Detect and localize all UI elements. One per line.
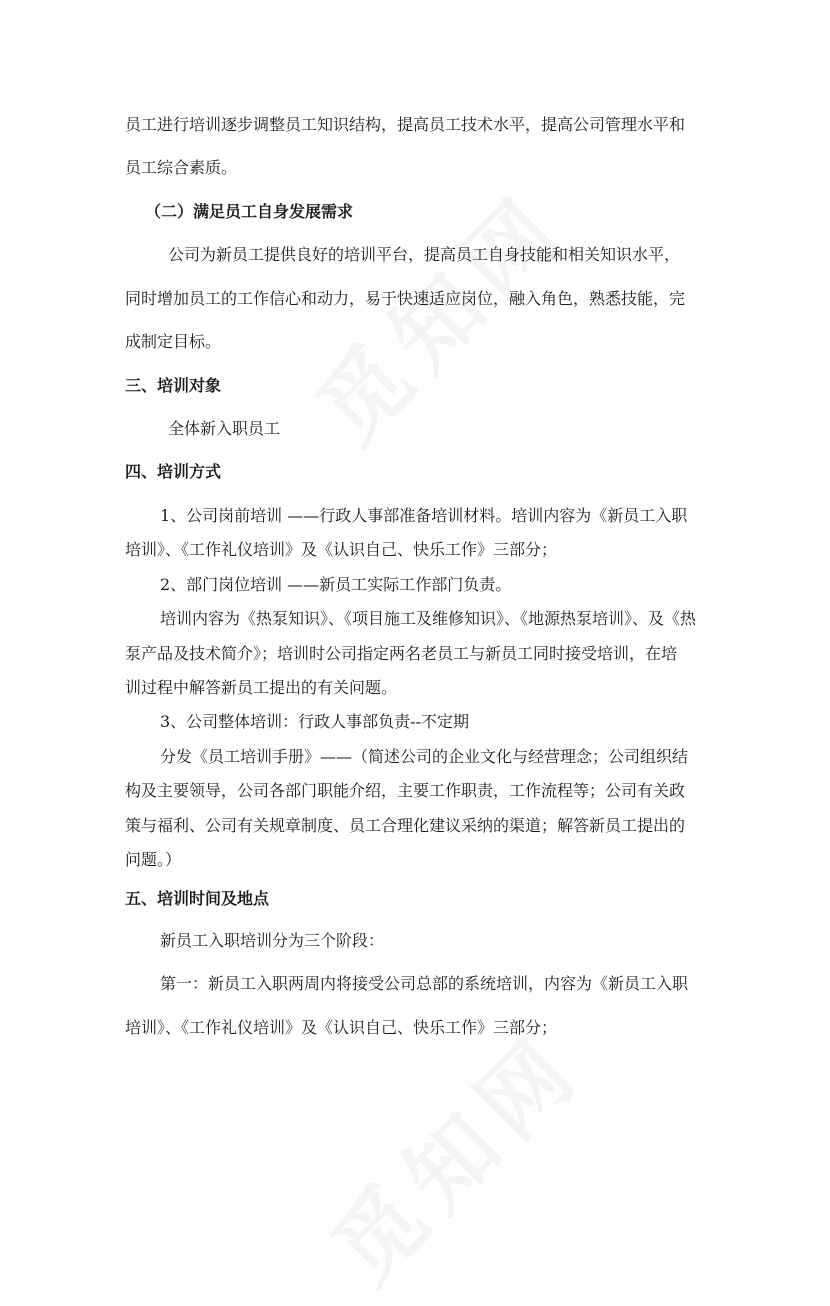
body-text-line: 同时增加员工的工作信心和动力，易于快速适应岗位，融入角色，熟悉技能，完: [125, 289, 686, 308]
body-text-line: 培训》、《工作礼仪培训》及《认识自己、快乐工作》三部分；: [125, 1018, 558, 1037]
body-text-line: 训过程中解答新员工提出的有关问题。: [125, 678, 398, 697]
body-text-line: 3、公司整体培训：行政人事部负责--不定期: [160, 712, 469, 731]
body-text-line: 员工综合素质。: [125, 158, 238, 177]
body-text-line: 培训》、《工作礼仪培训》及《认识自己、快乐工作》三部分；: [125, 540, 558, 559]
section-heading: 四、培训方式: [125, 462, 222, 481]
watermark-bottom: [300, 1000, 605, 1305]
body-text-line: 1、公司岗前培训 ——行政人事部准备培训材料。培训内容为《新员工入职: [160, 506, 688, 525]
body-text-line: 新员工入职培训分为三个阶段：: [160, 931, 385, 950]
body-text-line: 成制定目标。: [125, 332, 222, 351]
body-text-line: 员工进行培训逐步调整员工知识结构，提高员工技术水平，提高公司管理水平和: [125, 115, 686, 134]
subsection-heading: （二）满足员工自身发展需求: [145, 202, 354, 221]
body-text-line: 构及主要领导，公司各部门职能介绍，主要工作职责，工作流程等；公司有关政: [125, 781, 686, 800]
body-text-line: 分发《员工培训手册》——（简述公司的企业文化与经营理念；公司组织结: [160, 747, 689, 766]
body-text-line: 策与福利、公司有关规章制度、员工合理化建议采纳的渠道；解答新员工提出的: [125, 816, 686, 835]
section-heading: 五、培训时间及地点: [125, 889, 270, 908]
body-text-line: 全体新入职员工: [168, 419, 281, 438]
body-text-line: 公司为新员工提供良好的培训平台，提高员工自身技能和相关知识水平，: [168, 245, 681, 264]
section-heading: 三、培训对象: [125, 376, 222, 395]
body-text-line: 第一：新员工入职两周内将接受公司总部的系统培训，内容为《新员工入职: [160, 974, 689, 993]
body-text-line: 问题。）: [125, 850, 182, 869]
body-text-line: 2、部门岗位培训 ——新员工实际工作部门负责。: [160, 575, 512, 594]
body-text-line: 培训内容为《热泵知识》、《项目施工及维修知识》、《地源热泵培训》、及《热: [160, 609, 697, 628]
body-text-line: 泵产品及技术简介》；培训时公司指定两名老员工与新员工同时接受培训，在培: [125, 644, 678, 663]
